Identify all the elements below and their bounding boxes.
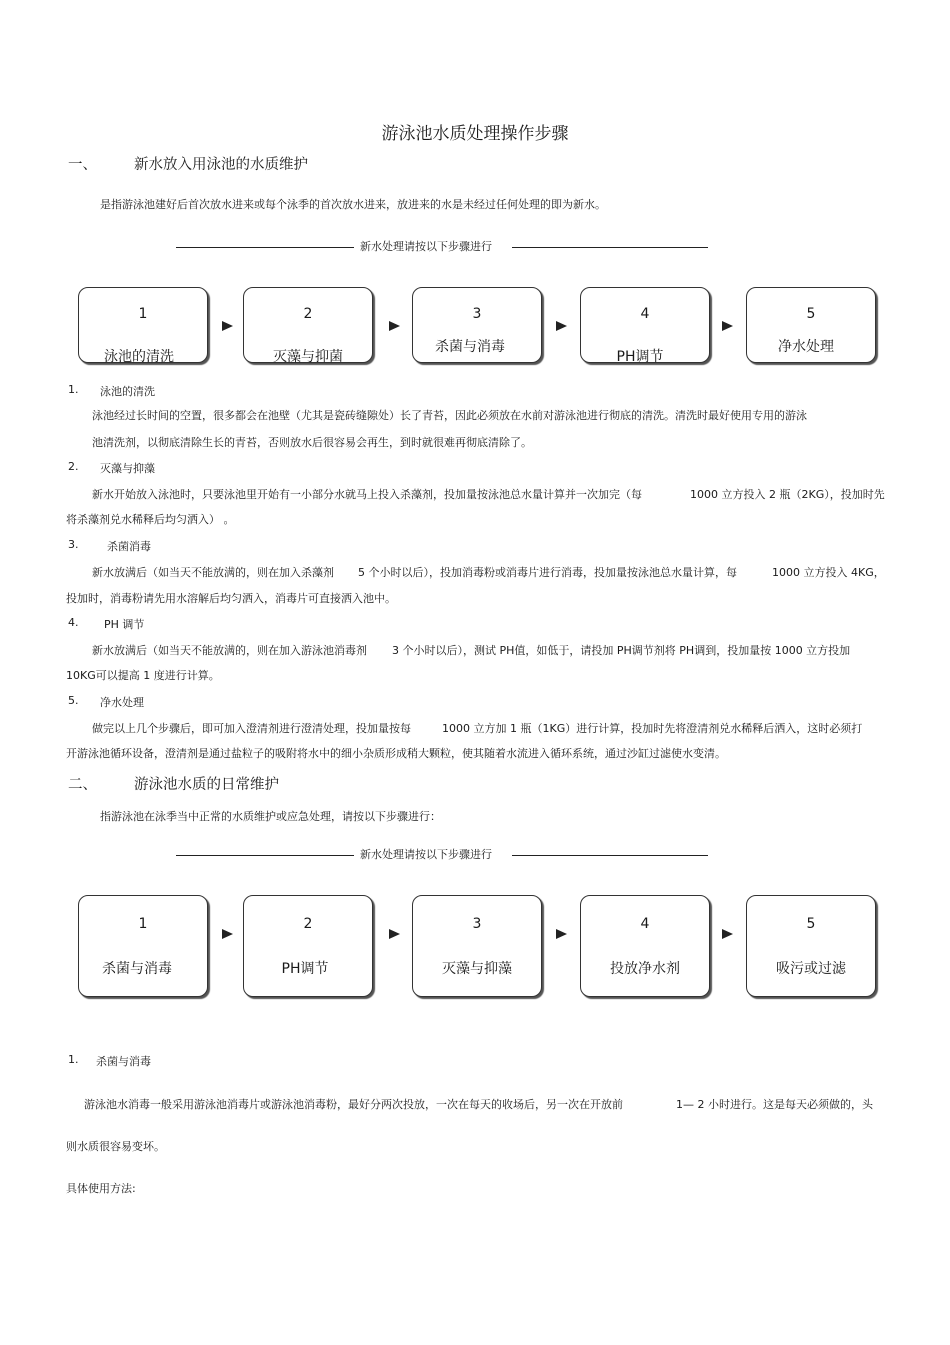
- flow-step-label: 泳池的清洗: [104, 349, 174, 365]
- item-title: 杀菌与消毒: [96, 1055, 151, 1068]
- item-text: 投加时，消毒粉请先用水溶解后均匀洒入，消毒片可直接洒入池中。: [66, 592, 396, 605]
- item-text: 1000 立方加 1 瓶（1KG）进行计算，投加时先将澄清剂兑水稀释后洒入，这时必须打: [442, 722, 863, 735]
- flow-step-label: PH调节: [616, 349, 664, 365]
- flow-step-label: 投放净水剂: [610, 961, 680, 977]
- flow-step-number: 4: [640, 306, 650, 322]
- flow-step-label: PH调节: [281, 961, 329, 977]
- section2-heading: 游泳池水质的日常维护: [134, 777, 279, 793]
- item-text: 1000 立方投入 2 瓶（2KG），投加时先: [690, 488, 885, 501]
- item-text: 1— 2 小时进行。这是每天必须做的，头: [676, 1098, 873, 1111]
- divider-line-right: [512, 855, 708, 856]
- method-label: 具体使用方法:: [66, 1182, 136, 1195]
- flow-step-box: [746, 287, 876, 363]
- item-title: 泳池的清洗: [100, 385, 155, 398]
- flow-step-label: 杀菌与消毒: [102, 961, 172, 977]
- item-number: 5.: [68, 694, 79, 707]
- flow-arrow-icon: [389, 929, 400, 939]
- flow-step-label: 净水处理: [778, 339, 834, 355]
- flow-step-number: 2: [303, 306, 313, 322]
- flow-step-label: 杀菌与消毒: [435, 339, 505, 355]
- flow-step-box: [412, 287, 542, 363]
- flow-step-number: 1: [138, 306, 148, 322]
- flow-step-box: [78, 895, 208, 997]
- flow-arrow-icon: [556, 929, 567, 939]
- item-text: 1000 立方投入 4KG，: [772, 566, 885, 579]
- page-title: 游泳池水质处理操作步骤: [381, 124, 569, 144]
- flow-arrow-icon: [722, 321, 733, 331]
- section2-number: 二、: [68, 777, 97, 793]
- item-title: 净水处理: [100, 696, 144, 709]
- flow-step-label: 吸污或过滤: [776, 961, 846, 977]
- item-title: 灭藻与抑藻: [100, 462, 155, 475]
- item-text: 做完以上几个步骤后，即可加入澄清剂进行澄清处理，投加量按每: [92, 722, 411, 735]
- flow-step-box: [412, 895, 542, 997]
- divider-label: 新水处理请按以下步骤进行: [360, 848, 492, 861]
- flow-step-box: [78, 287, 208, 363]
- flow-step-box: [580, 895, 710, 997]
- section2-intro: 指游泳池在泳季当中正常的水质维护或应急处理，请按以下步骤进行：: [100, 810, 441, 823]
- item-text: 泳池经过长时间的空置，很多都会在池壁（尤其是瓷砖缝隙处）长了青苔，因此必须放在水前对游泳池进行彻底的清洗。清洗时最好使用专用的游泳: [92, 409, 807, 422]
- item-number: 4.: [68, 616, 79, 629]
- section1-intro: 是指游泳池建好后首次放水进来或每个泳季的首次放水进来，放进来的水是未经过任何处理的即为新水。: [100, 198, 606, 211]
- item-text: 新水放满后（如当天不能放满的，则在加入游泳池消毒剂: [92, 644, 367, 657]
- item-number: 1.: [68, 383, 79, 396]
- item-text: 将杀藻剂兑水稀释后均匀洒入） 。: [66, 513, 235, 526]
- item-title: PH 调节: [104, 618, 145, 631]
- item-text: 则水质很容易变坏。: [66, 1140, 165, 1153]
- item-text: 3 个小时以后），测试 PH值，如低于，请投加 PH调节剂将 PH调到，投加量按 1000 立方投加: [392, 644, 851, 657]
- flow-step-label: 灭藻与抑藻: [442, 961, 512, 977]
- section1-number: 一、: [68, 157, 97, 173]
- flow-arrow-icon: [556, 321, 567, 331]
- item-text: 开游泳池循环设备，澄清剂是通过盐粒子的吸附将水中的细小杂质形成稍大颗粒，使其随着水流进入循环系统，通过沙缸过滤使水变清。: [66, 747, 726, 760]
- flow-step-number: 1: [138, 916, 148, 932]
- item-text: 新水放满后（如当天不能放满的，则在加入杀藻剂: [92, 566, 334, 579]
- divider-line-left: [176, 247, 354, 248]
- flow-step-box: [243, 287, 373, 363]
- flow-step-number: 3: [472, 306, 482, 322]
- flow-arrow-icon: [222, 929, 233, 939]
- item-text: 5 个小时以后），投加消毒粉或消毒片进行消毒，投加量按泳池总水量计算，每: [358, 566, 737, 579]
- flow-step-number: 2: [303, 916, 313, 932]
- item-text: 游泳池水消毒一般采用游泳池消毒片或游泳池消毒粉，最好分两次投放，一次在每天的收场后，另一次在开放前: [84, 1098, 623, 1111]
- item-text: 池清洗剂，以彻底清除生长的青苔，否则放水后很容易会再生，到时就很难再彻底清除了。: [92, 436, 532, 449]
- flow-step-box: [580, 287, 710, 363]
- flow-arrow-icon: [389, 321, 400, 331]
- divider-line-right: [512, 247, 708, 248]
- item-number: 2.: [68, 460, 79, 473]
- section1-heading: 新水放入用泳池的水质维护: [134, 157, 308, 173]
- flow-step-number: 3: [472, 916, 482, 932]
- divider-line-left: [176, 855, 354, 856]
- flow-step-box: [243, 895, 373, 997]
- item-text: 10KG可以提高 1 度进行计算。: [66, 669, 220, 682]
- flow-arrow-icon: [722, 929, 733, 939]
- item-title: 杀菌消毒: [107, 540, 151, 553]
- flow-step-number: 5: [806, 306, 816, 322]
- flow-step-number: 4: [640, 916, 650, 932]
- flow-step-box: [746, 895, 876, 997]
- item-number: 3.: [68, 538, 79, 551]
- flow-step-number: 5: [806, 916, 816, 932]
- item-text: 新水开始放入泳池时，只要泳池里开始有一小部分水就马上投入杀藻剂，投加量按泳池总水量计算并一次加完（每: [92, 488, 642, 501]
- divider-label: 新水处理请按以下步骤进行: [360, 240, 492, 253]
- item-number: 1.: [68, 1053, 79, 1066]
- flow-arrow-icon: [222, 321, 233, 331]
- flow-step-label: 灭藻与抑菌: [273, 349, 343, 365]
